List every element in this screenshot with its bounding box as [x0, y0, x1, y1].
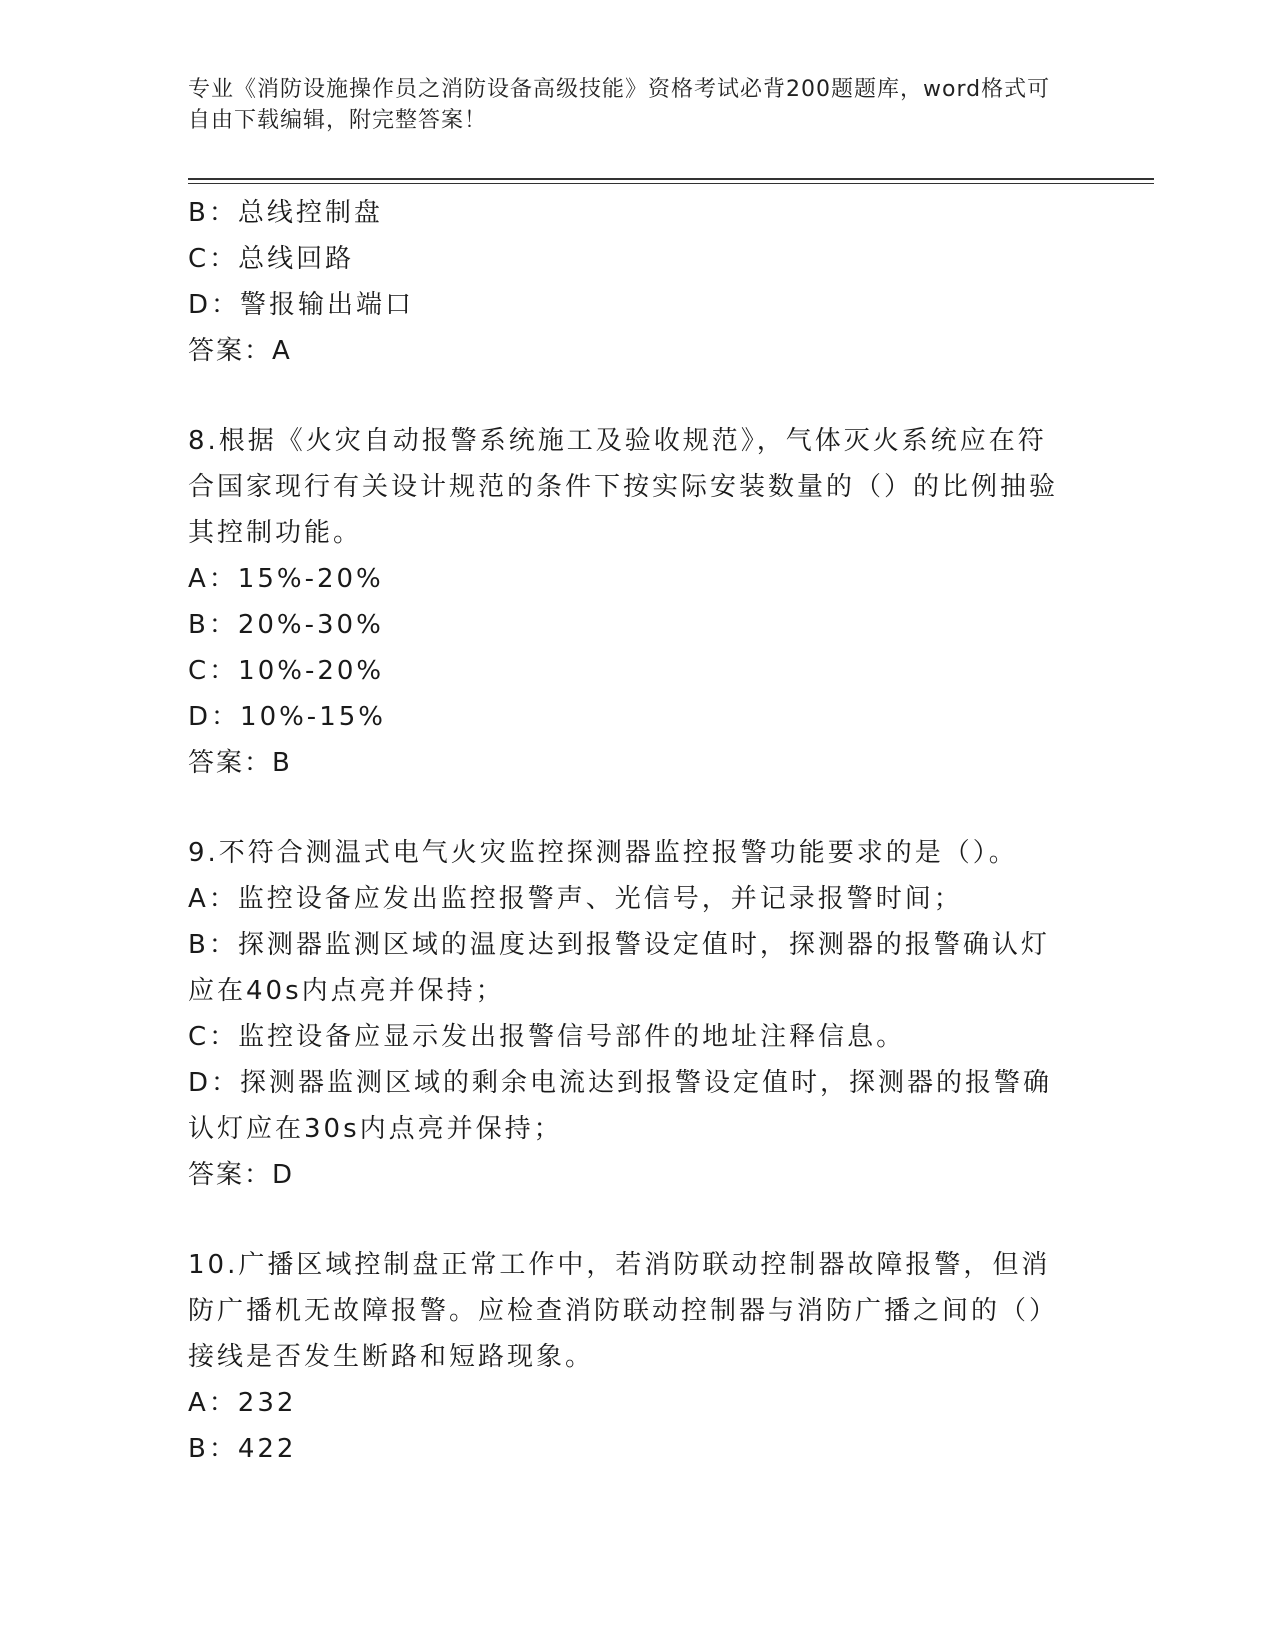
option-b: B：422 [188, 1434, 297, 1464]
option-c: C：总线回路 [188, 244, 355, 274]
page-header: 专业《消防设施操作员之消防设备高级技能》资格考试必背200题题库，word格式可自由下载编辑，附完整答案！ [188, 77, 1051, 133]
option-d: D：探测器监测区域的剩余电流达到报警设定值时，探测器的报警确认灯应在30s内点亮并保持； [188, 1068, 1053, 1144]
option-b: B：总线控制盘 [188, 198, 383, 228]
option-b: B：20%-30% [188, 610, 384, 640]
question-text: 9.不符合测温式电气火灾监控探测器监控报警功能要求的是（）。 [188, 838, 1018, 868]
spacer [188, 374, 1068, 418]
option-d: D：警报输出端口 [188, 290, 415, 320]
answer-line: 答案：B [188, 748, 292, 778]
option-c: C：10%-20% [188, 656, 385, 686]
option-a: A：监控设备应发出监控报警声、光信号，并记录报警时间； [188, 884, 963, 914]
answer-line: 答案：D [188, 1160, 295, 1190]
spacer [188, 786, 1068, 830]
header-divider-thick [188, 178, 1154, 180]
header-divider-thin [188, 183, 1154, 184]
option-a: A：232 [188, 1388, 297, 1418]
spacer [188, 1198, 1068, 1242]
document-body [188, 190, 1068, 1472]
answer-line: 答案：A [188, 336, 292, 366]
question-text: 8.根据《火灾自动报警系统施工及验收规范》，气体灭火系统应在符合国家现行有关设计规范的条件下按实际安装数量的（）的比例抽验其控制功能。 [188, 426, 1059, 548]
option-c: C：监控设备应显示发出报警信号部件的地址注释信息。 [188, 1022, 906, 1052]
question-8 [188, 418, 1068, 786]
option-a: A：15%-20% [188, 564, 384, 594]
option-d: D：10%-15% [188, 702, 386, 732]
question-text: 10.广播区域控制盘正常工作中，若消防联动控制器故障报警，但消防广播机无故障报警。应检查消防联动控制器与消防广播之间的（）接线是否发生断路和短路现象。 [188, 1250, 1059, 1372]
option-b: B：探测器监测区域的温度达到报警设定值时，探测器的报警确认灯应在40s内点亮并保持； [188, 930, 1050, 1006]
question-7-tail [188, 190, 1068, 374]
question-10 [188, 1242, 1068, 1472]
question-9 [188, 830, 1068, 1198]
